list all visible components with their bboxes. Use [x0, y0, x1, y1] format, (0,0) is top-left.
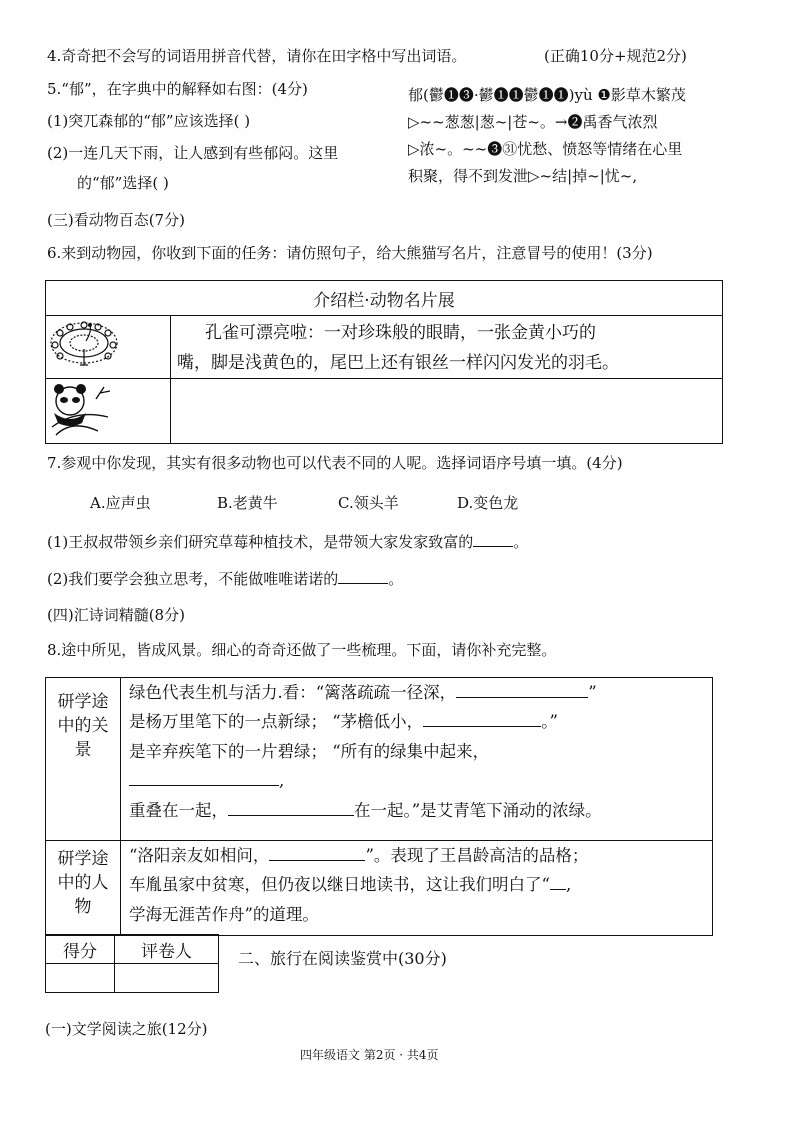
question-7-part-1 [47, 531, 528, 552]
option-b: B.老黄牛 [217, 494, 278, 512]
scenery-label-line: 研学途 [57, 692, 109, 712]
score-table [45, 934, 219, 993]
question-6: 6.来到动物园，你收到下面的任务：请仿照句子，给大熊猫写名片，注意冒号的使用！(3分) [47, 244, 653, 262]
answer-blank[interactable] [228, 801, 354, 816]
question-4: 4.奇奇把不会写的词语用拼音代替，请你在田字格中写出词语。 [47, 47, 467, 65]
people-label-line: 中的人 [57, 873, 109, 893]
people-label-line: 物 [74, 897, 92, 917]
grader-header: 评卷人 [115, 935, 219, 964]
answer-blank[interactable] [338, 569, 388, 584]
question-5-part-1: (1)突兀森郁的“郁”应该选择( ) [47, 112, 251, 130]
option-c: C.领头羊 [338, 494, 399, 512]
answer-blank[interactable] [456, 683, 588, 698]
score-header: 得分 [46, 935, 115, 964]
period: 。 [513, 533, 529, 551]
panda-answer-area[interactable] [171, 379, 723, 444]
section-4-heading: (四)汇诗词精髓(8分) [47, 606, 185, 624]
card-title: 介绍栏·动物名片展 [46, 281, 723, 316]
people-row: 车胤虽家中贫寒，但仍夜以继日地读书，这让我们明白了“ , [129, 875, 572, 895]
question-7-part-2 [47, 568, 403, 589]
people-label [46, 841, 121, 936]
period: 。 [388, 570, 404, 588]
question-5-part-2a: (2)一连几天下雨，让人感到有些郁闷。这里 [47, 144, 339, 162]
peacock-line-2: 嘴，脚是浅黄色的，尾巴上还有银丝一样闪闪发光的羽毛。 [177, 353, 619, 373]
scenery-content [121, 678, 713, 841]
poetry-table [45, 677, 713, 936]
panda-image [46, 379, 171, 444]
question-5: 5.“郁”，在字典中的解释如右图：(4分) [47, 80, 308, 98]
peacock-line-1: 孔雀可漂亮啦：一对珍珠般的眼睛，一张金黄小巧的 [205, 323, 596, 343]
score-cell[interactable] [46, 964, 115, 993]
scenery-row: 是杨万里笔下的一点新绿； “茅檐低小， 。” [129, 712, 558, 732]
panda-icon [46, 379, 116, 439]
dictionary-line: ▷~~葱葱|葱~|苍~。→❷禹香气浓烈 [408, 113, 658, 131]
page-footer: 四年级语文 第2页 · 共4页 [300, 1048, 439, 1062]
part-2-heading: 二、旅行在阅读鉴赏中(30分) [238, 949, 447, 968]
dictionary-line: ▷浓~。~~❸㉛忧愁、愤怒等情绪在心里 [408, 140, 683, 158]
scenery-label-line: 景 [74, 740, 92, 760]
question-7-part-2-text: (2)我们要学会独立思考，不能做唯唯诺诺的 [47, 570, 339, 588]
answer-blank[interactable] [423, 712, 541, 727]
peacock-image [46, 316, 171, 379]
subsection-1-heading: (一)文学阅读之旅(12分) [45, 1020, 208, 1038]
question-5-part-2b: 的“郁”选择( ) [77, 174, 169, 192]
people-row: “洛阳亲友如相问， ”。表现了王昌龄高洁的品格； [129, 846, 589, 865]
question-7: 7.参观中你发现，其实有很多动物也可以代表不同的人呢。选择词语序号填一填。(4分) [47, 454, 623, 472]
people-row: 学海无涯苦作舟”的道理。 [129, 904, 319, 924]
answer-blank[interactable] [269, 846, 365, 861]
question-8: 8.途中所见，皆成风景。细心的奇奇还做了一些梳理。下面，请你补充完整。 [47, 641, 557, 659]
people-content [121, 841, 713, 936]
grader-cell[interactable] [115, 964, 219, 993]
option-a: A.应声虫 [90, 494, 151, 512]
scenery-label-line: 中的关 [57, 716, 109, 736]
dictionary-entry [408, 82, 686, 190]
answer-blank[interactable] [129, 771, 279, 786]
answer-blank[interactable] [550, 875, 566, 890]
question-4-score: (正确10分+规范2分) [544, 47, 687, 65]
peacock-icon [46, 319, 170, 371]
animal-card-table [45, 280, 723, 444]
scenery-label [46, 678, 121, 841]
people-label-line: 研学途 [57, 849, 109, 869]
peacock-description [171, 316, 723, 379]
scenery-row: 绿色代表生机与活力.看：“篱落疏疏一径深， ” [129, 683, 597, 702]
option-d: D.变色龙 [457, 494, 519, 512]
scenery-row: , [129, 766, 706, 795]
scenery-row: 是辛弃疾笔下的一片碧绿； “所有的绿集中起来， [129, 741, 490, 761]
question-7-part-1-text: (1)王叔叔带领乡亲们研究草莓种植技术，是带领大家发家致富的 [47, 533, 474, 551]
answer-blank[interactable] [473, 532, 513, 547]
scenery-row: 重叠在一起， 在一起。”是艾青笔下涌动的浓绿。 [129, 800, 602, 820]
dictionary-line: 积聚，得不到发泄▷~结|掉~|忧~, [408, 167, 638, 185]
dictionary-line: 郁(鬱❶❸·鬰❶❶鬱❶❶)yù ❶影草木繁茂 [408, 86, 686, 104]
section-3-heading: (三)看动物百态(7分) [47, 211, 185, 229]
